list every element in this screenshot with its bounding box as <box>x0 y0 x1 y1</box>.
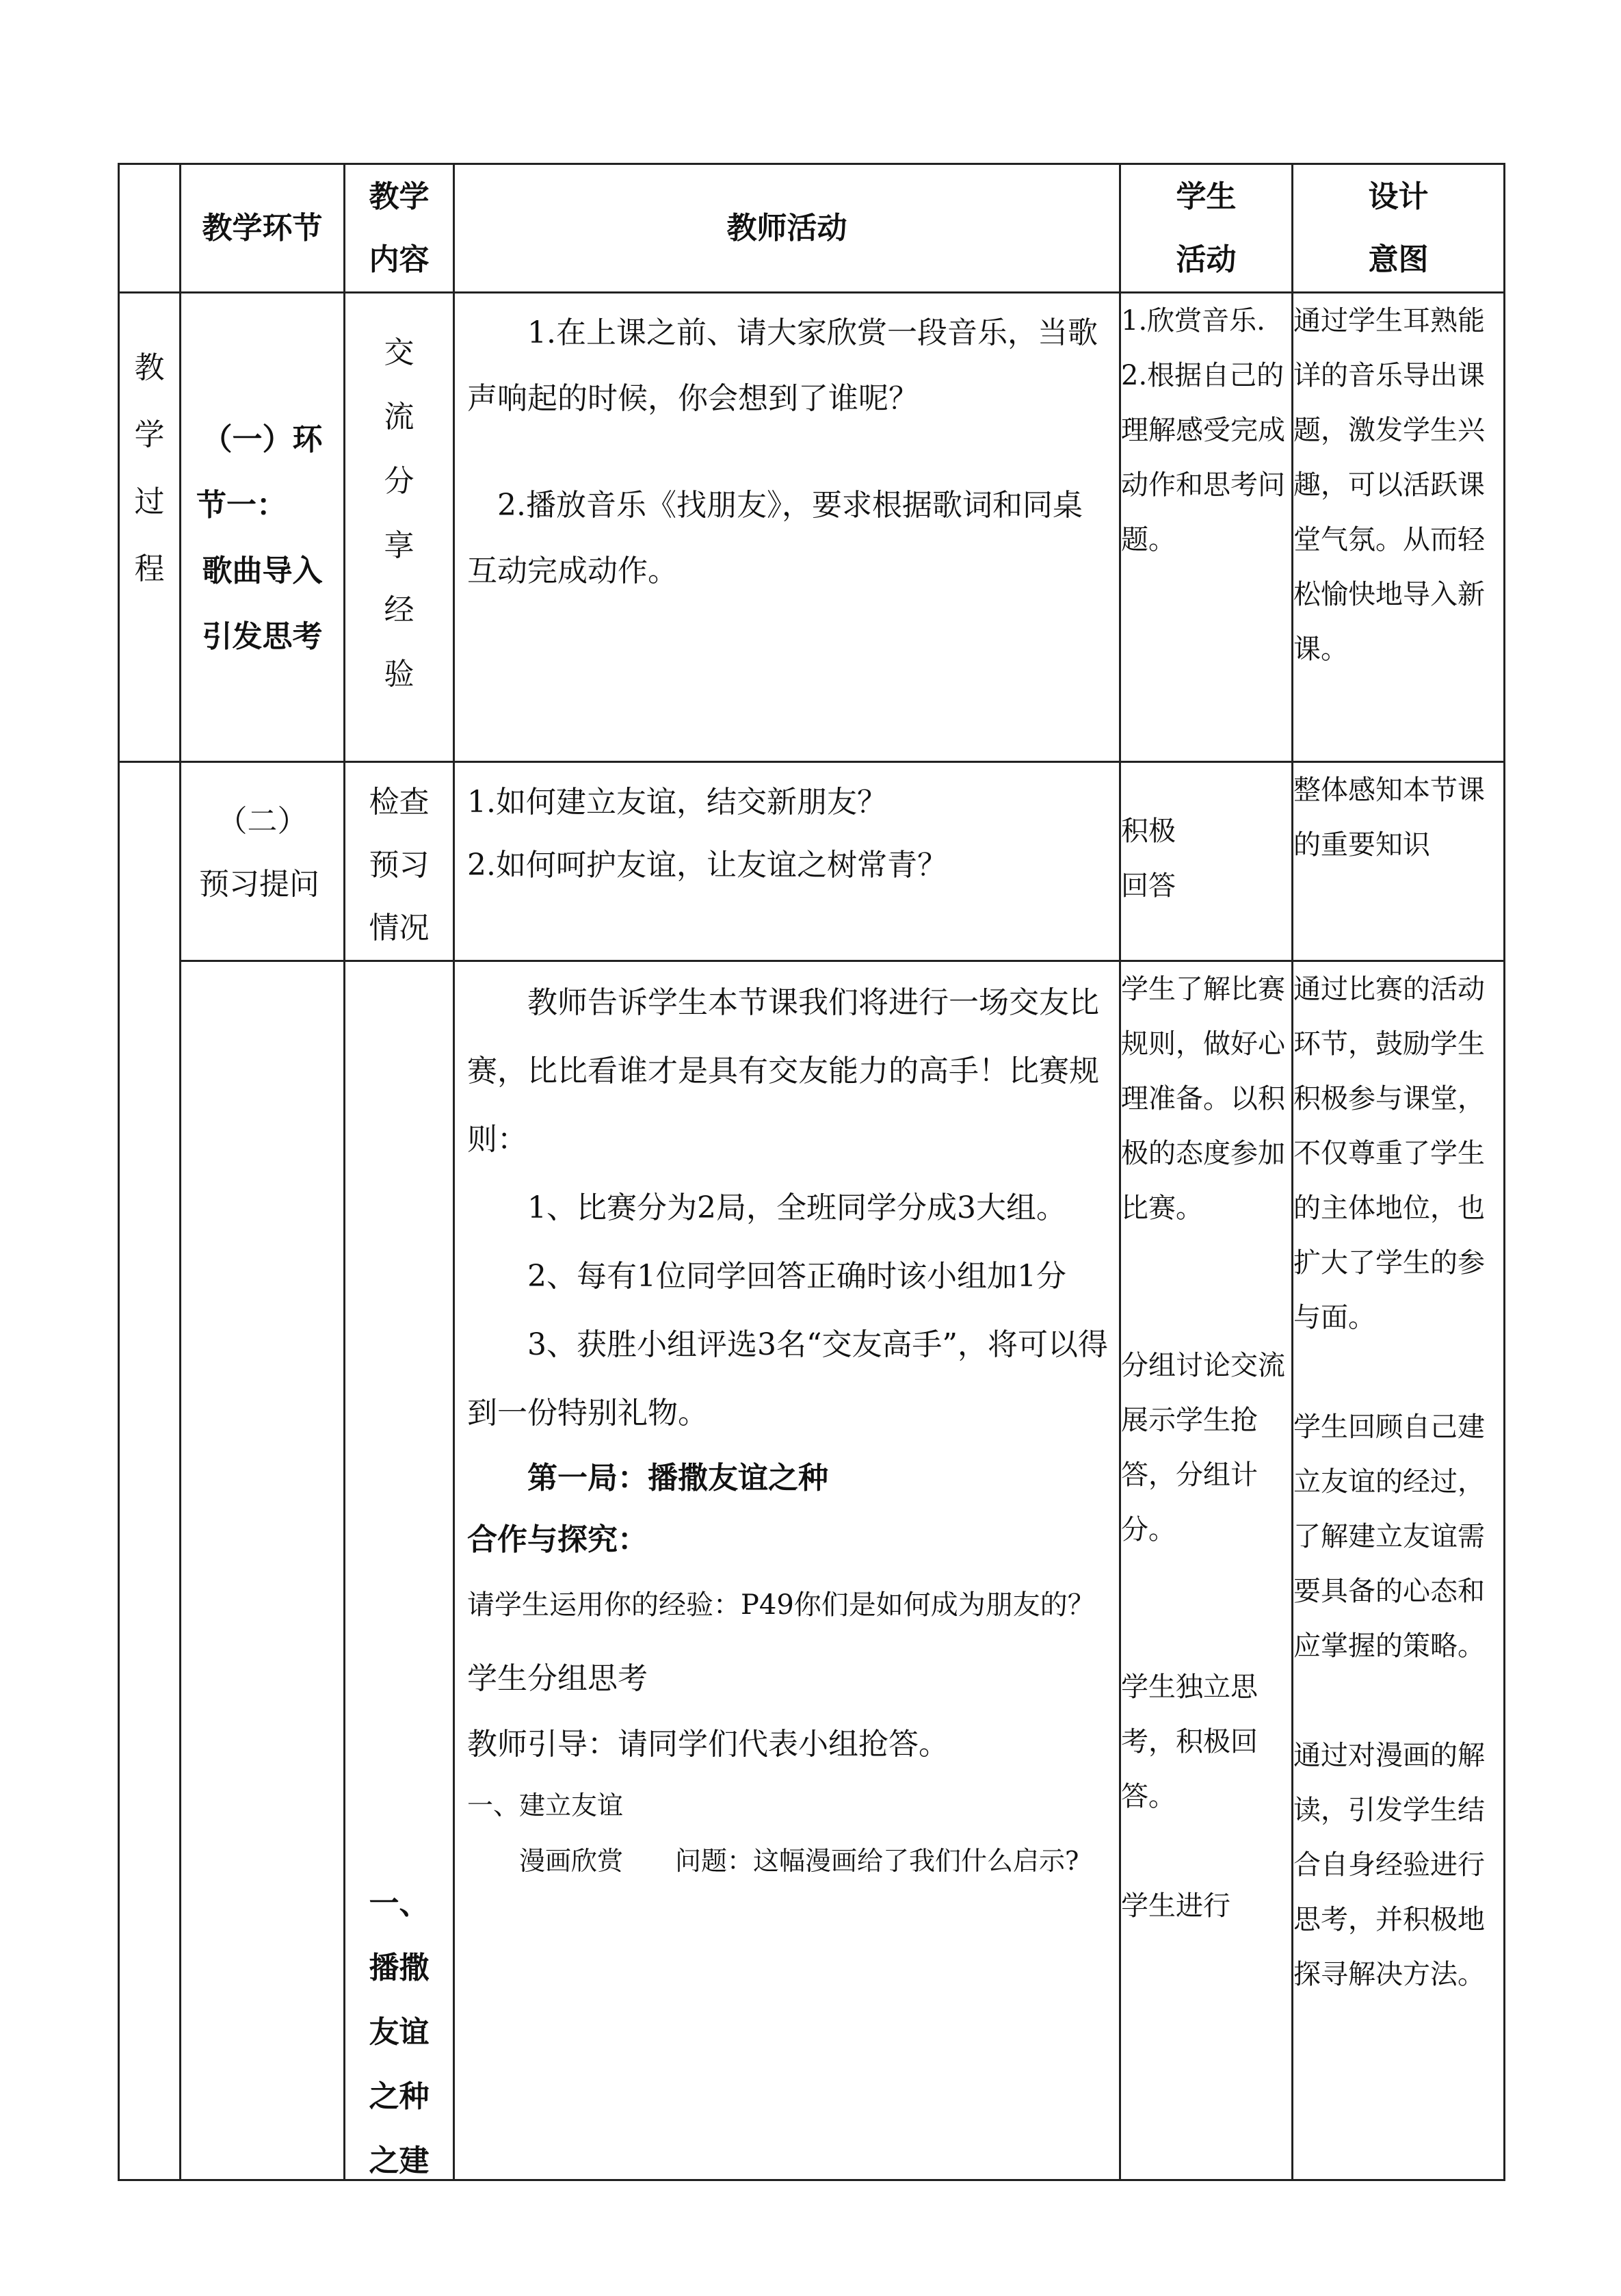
student-cell <box>1120 961 1293 2180</box>
round-title: 第一局：播撒友谊之种 <box>527 1461 828 1496</box>
blank-left-cell <box>119 762 181 2180</box>
content-char: 分 <box>384 464 414 499</box>
teacher-text: 学生分组思考 <box>467 1661 648 1696</box>
intent-text: 通过比赛的活动环节，鼓励学生积极参与课堂，不仅尊重了学生的主体地位，也扩大了学生的参与面。 <box>1293 974 1485 1333</box>
student-text: 积极 <box>1121 816 1176 847</box>
content-cell <box>345 762 454 961</box>
student-text: 回答 <box>1121 870 1176 902</box>
process-char: 过 <box>134 484 165 519</box>
stage-cell <box>181 293 345 762</box>
teacher-intro: 教师告诉学生本节课我们将进行一场交友比赛，比比看谁才是具有交友能力的高手！比赛规则： <box>467 985 1099 1157</box>
header-stage: 教学环节 <box>181 164 345 293</box>
stage-line: （二） <box>217 804 308 839</box>
intent-cell <box>1293 293 1505 762</box>
teacher-text: 1.在上课之前、请大家欣赏一段音乐，当歌声响起的时候，你会想到了谁呢？ <box>467 315 1098 416</box>
content-line: 情况 <box>369 911 430 945</box>
row-preview-questions <box>119 762 1505 961</box>
stage-line: 节一： <box>196 488 287 523</box>
content-line: 之种 <box>369 2079 430 2114</box>
teacher-text: 教师引导：请同学们代表小组抢答。 <box>467 1727 949 1762</box>
content-char: 享 <box>384 528 414 563</box>
comic-question: 漫画欣赏 问题：这幅漫画给了我们什么启示? <box>519 1846 1079 1876</box>
row-song-intro <box>119 293 1505 762</box>
content-line: 之建 <box>369 2143 430 2178</box>
content-char: 经 <box>384 592 414 627</box>
stage-cell <box>181 762 345 961</box>
process-label-cell <box>119 293 181 762</box>
lesson-plan-table <box>118 163 1505 2181</box>
rule-text: 3、获胜小组评选3名“交友高手”，将可以得到一份特别礼物。 <box>467 1327 1108 1431</box>
teacher-question: 请学生运用你的经验：P49你们是如何成为朋友的？ <box>467 1589 1095 1621</box>
teacher-cell <box>454 961 1120 2180</box>
header-blank-cell <box>119 164 181 293</box>
intent-text: 通过对漫画的解读，引发学生结合自身经验进行思考，并积极地探寻解决方法。 <box>1293 1740 1485 1990</box>
coop-title: 合作与探究： <box>467 1522 648 1557</box>
student-cell <box>1120 762 1293 961</box>
stage-line: 引发思考 <box>202 619 323 654</box>
teacher-text: 2.播放音乐《找朋友》，要求根据歌词和同桌互动完成动作。 <box>467 488 1083 588</box>
intent-cell <box>1293 762 1505 961</box>
student-text: 1.欣赏音乐. <box>1121 305 1265 337</box>
header-content: 教学内容 <box>345 164 454 293</box>
content-cell <box>345 961 454 2180</box>
student-text: 分组讨论交流展示学生抢答，分组计分。 <box>1121 1350 1285 1545</box>
section-heading: 一、建立友谊 <box>467 1790 624 1821</box>
student-text: 2.根据自己的理解感受完成动作和思考问题。 <box>1121 360 1285 556</box>
teacher-cell <box>454 293 1120 762</box>
content-line: 播撒 <box>369 1951 430 1985</box>
student-text: 学生进行 <box>1121 1890 1230 1922</box>
header-intent: 设计意图 <box>1293 164 1505 293</box>
process-char: 程 <box>134 551 165 586</box>
header-student: 学生活动 <box>1120 164 1293 293</box>
intent-text: 通过学生耳熟能详的音乐导出课题，激发学生兴趣，可以活跃课堂气氛。从而轻松愉快地导入新课。 <box>1293 305 1485 665</box>
header-row <box>119 164 1505 293</box>
content-char: 验 <box>384 657 414 692</box>
intent-text: 整体感知本节课的重要知识 <box>1293 774 1485 861</box>
content-cell <box>345 293 454 762</box>
content-line: 一、 <box>369 1886 430 1921</box>
header-teacher: 教师活动 <box>454 164 1120 293</box>
intent-text: 学生回顾自己建立友谊的经过，了解建立友谊需要具备的心态和应掌握的策略。 <box>1293 1411 1485 1662</box>
content-char: 交 <box>384 335 414 370</box>
process-char: 教 <box>134 350 165 385</box>
student-text: 学生了解比赛规则，做好心理准备。以积极的态度参加比赛。 <box>1121 974 1285 1224</box>
stage-line: 歌曲导入 <box>202 553 323 588</box>
rule-text: 2、每有1位同学回答正确时该小组加1分 <box>527 1259 1066 1294</box>
content-line: 预习 <box>369 848 430 883</box>
student-cell <box>1120 293 1293 762</box>
content-char: 流 <box>384 400 414 434</box>
teacher-text: 1.如何建立友谊，结交新朋友？ <box>467 785 887 820</box>
row-round-one <box>119 961 1505 2180</box>
teacher-text: 2.如何呵护友谊，让友谊之树常青？ <box>467 848 947 883</box>
stage-line: （一）环 <box>202 422 323 457</box>
content-line: 友谊 <box>369 2015 430 2050</box>
content-line: 检查 <box>369 785 430 820</box>
rule-text: 1、比赛分为2局，全班同学分成3大组。 <box>527 1190 1066 1225</box>
stage-cell-empty <box>181 961 345 2180</box>
teacher-cell <box>454 762 1120 961</box>
intent-cell <box>1293 961 1505 2180</box>
student-text: 学生独立思考，积极回答。 <box>1121 1671 1258 1812</box>
process-char: 学 <box>134 417 165 452</box>
stage-line: 预习提问 <box>199 867 319 902</box>
